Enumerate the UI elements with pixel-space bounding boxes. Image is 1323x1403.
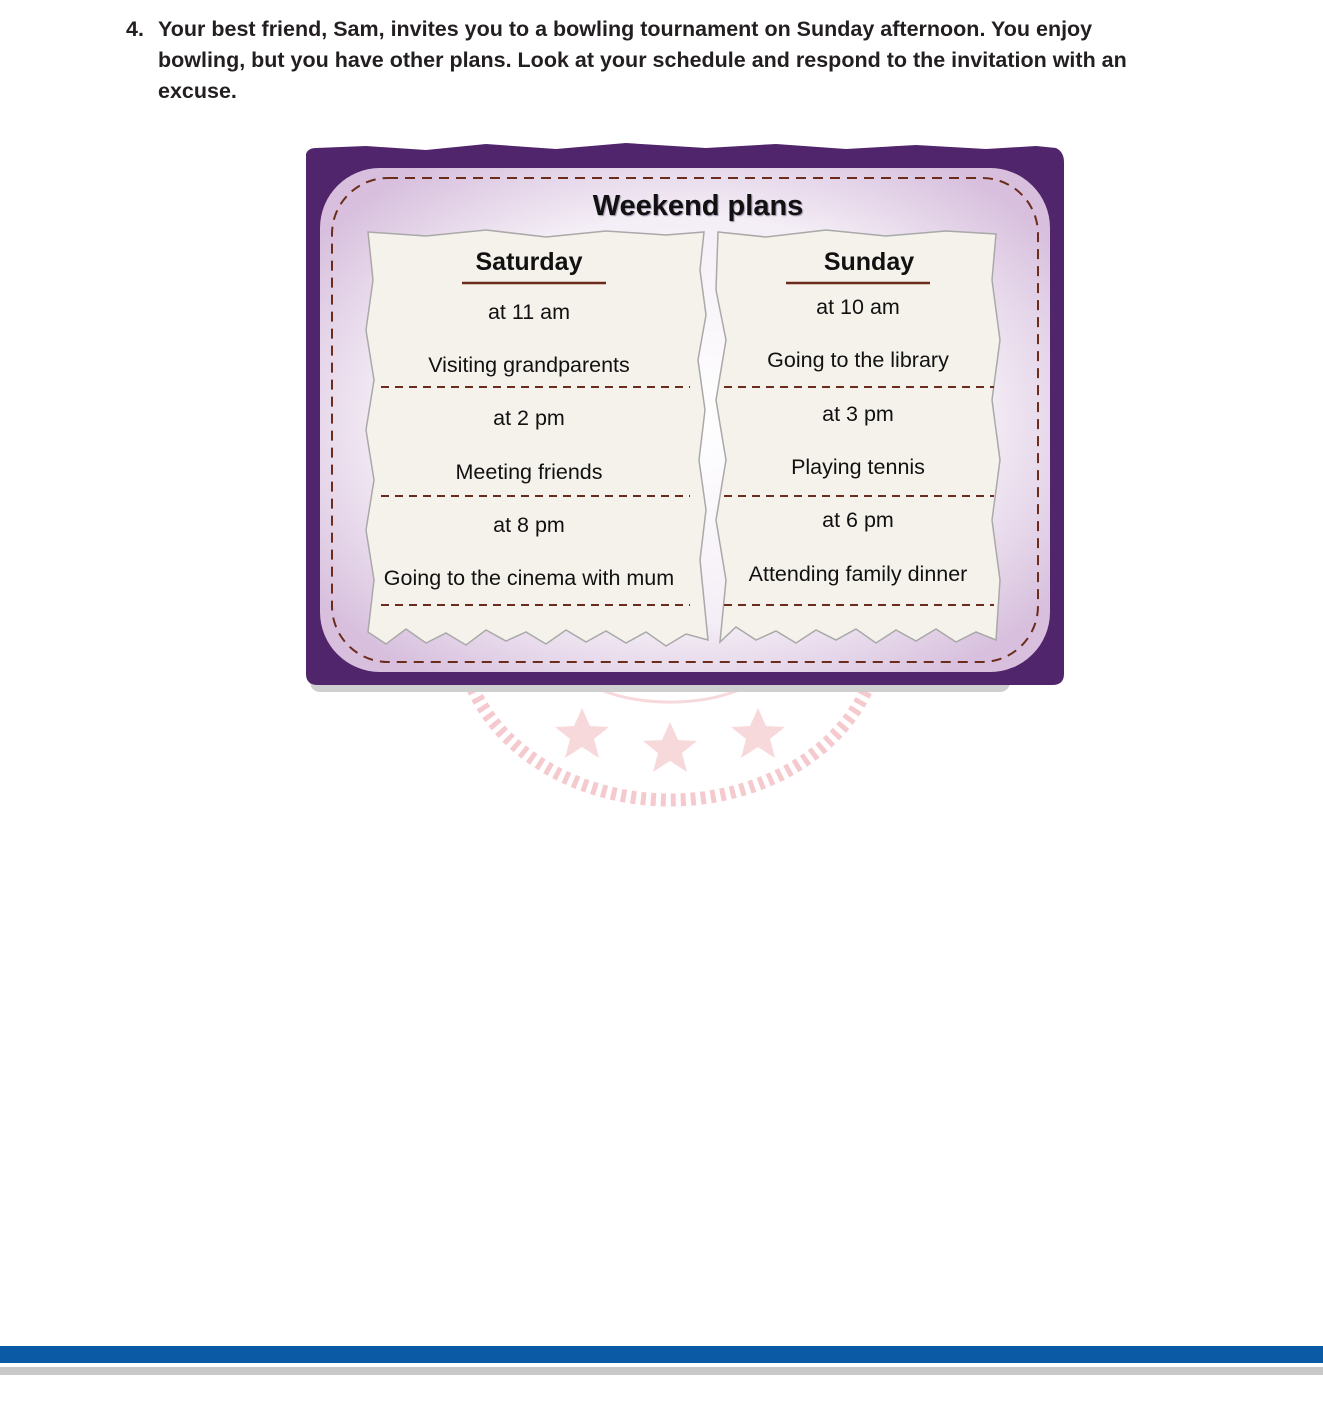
footer-grey-bar [0,1367,1323,1375]
slot-time: at 11 am [487,300,571,324]
question-number: 4. [126,17,144,41]
slot-activity: Visiting grandparents [428,353,630,377]
slot-activity: Playing tennis [791,455,925,479]
slot-time: at 6 pm [822,508,894,532]
board-title: Weekend plans [592,190,804,222]
slot-activity: Going to the cinema with mum [383,566,675,590]
slot-time: at 2 pm [493,406,565,430]
question-text: Your best friend, Sam, invites you to a bowling tournament on Sunday afternoon. You enjoy bowling, but you have other plans. Look at your schedule and respond to the invitation with an excuse. [158,17,1127,103]
slot-time: at 8 pm [493,513,565,537]
slot-time: at 10 am [816,295,900,319]
question-4 [126,14,1176,107]
slot-activity: Attending family dinner [748,562,968,586]
day-heading-saturday: Saturday [475,248,583,276]
slot-time: at 3 pm [822,402,894,426]
slot-activity: Going to the library [767,348,949,372]
saturday-column [376,240,682,590]
footer-blue-bar [0,1346,1323,1363]
day-heading-sunday: Sunday [823,248,915,276]
weekend-plans-board [306,140,1064,692]
slot-activity: Meeting friends [455,460,603,484]
sunday-column [720,240,996,586]
